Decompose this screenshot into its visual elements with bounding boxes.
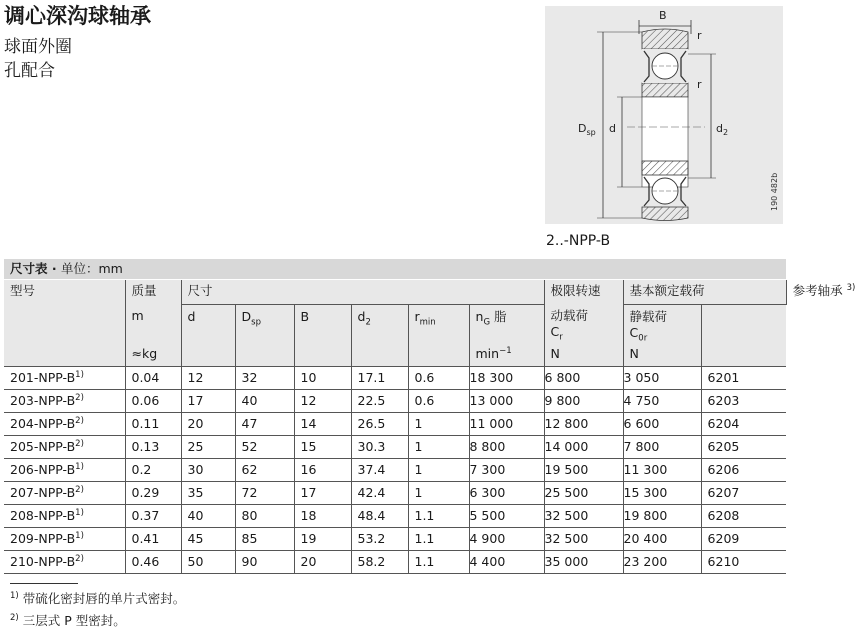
cell-c0r: 6 600	[623, 412, 701, 435]
drawing-code: 190 482b	[770, 172, 779, 211]
col-mass-header: 质量	[125, 280, 181, 304]
table-row	[4, 412, 786, 435]
cell-d: 20	[181, 412, 235, 435]
label-d: d	[609, 122, 616, 135]
cell-d: 35	[181, 481, 235, 504]
footnote-1: $^{1)}$ 带硫化密封唇的单片式密封。	[10, 590, 186, 606]
cell-dsp: 80	[235, 504, 294, 527]
cell-model: $207-NPP-B^{2)}$	[4, 481, 125, 504]
cell-d2: 53.2	[351, 527, 408, 550]
cell-dsp: 90	[235, 550, 294, 573]
cell-speed: 4 400	[469, 550, 544, 573]
cell-mass: 0.29	[125, 481, 181, 504]
label-d2: $d_2$	[716, 122, 729, 137]
cell-speed: 11 000	[469, 412, 544, 435]
cell-cr: 19 500	[544, 458, 623, 481]
cell-r: 1	[408, 435, 469, 458]
cell-model: $201-NPP-B^{1)}$	[4, 366, 125, 389]
cell-ref: 6203	[701, 389, 786, 412]
cell-d2: 58.2	[351, 550, 408, 573]
cell-ref: 6205	[701, 435, 786, 458]
mass-unit: ≈kg	[125, 341, 181, 366]
cell-ref: 6201	[701, 366, 786, 389]
cell-cr: 6 800	[544, 366, 623, 389]
cell-dsp: 40	[235, 389, 294, 412]
col-speed-header: 极限转速	[544, 280, 623, 304]
cell-d2: 42.4	[351, 481, 408, 504]
table-row	[4, 458, 786, 481]
label-r-mid: r	[697, 78, 702, 91]
cell-ref: 6206	[701, 458, 786, 481]
cell-c0r: 15 300	[623, 481, 701, 504]
b-header: B	[294, 304, 351, 341]
cell-dsp: 32	[235, 366, 294, 389]
cell-c0r: 23 200	[623, 550, 701, 573]
speed-unit: $\min^{-1}$	[469, 341, 544, 366]
cell-model: $205-NPP-B^{2)}$	[4, 435, 125, 458]
cell-d2: 26.5	[351, 412, 408, 435]
cell-c0r: 4 750	[623, 389, 701, 412]
cell-B: 15	[294, 435, 351, 458]
label-dsp: $D_{sp}$	[578, 122, 596, 137]
cell-dsp: 52	[235, 435, 294, 458]
cell-ref: 6209	[701, 527, 786, 550]
col-loads-header: 基本额定载荷	[623, 280, 786, 304]
cell-r: 0.6	[408, 389, 469, 412]
cell-model: $203-NPP-B^{2)}$	[4, 389, 125, 412]
cell-d2: 17.1	[351, 366, 408, 389]
cell-speed: 5 500	[469, 504, 544, 527]
cell-dsp: 47	[235, 412, 294, 435]
cell-mass: 0.37	[125, 504, 181, 527]
cell-d2: 30.3	[351, 435, 408, 458]
col-dims-header: 尺寸	[181, 280, 544, 304]
label-b: B	[659, 9, 667, 22]
cell-mass: 0.13	[125, 435, 181, 458]
cell-model: $210-NPP-B^{2)}$	[4, 550, 125, 573]
cell-ref: 6210	[701, 550, 786, 573]
stat-load-header: 静载荷 $C_{0r}$	[623, 304, 701, 341]
cell-ref: 6204	[701, 412, 786, 435]
table-row	[4, 527, 786, 550]
cell-cr: 25 500	[544, 481, 623, 504]
cell-cr: 12 800	[544, 412, 623, 435]
d2-header: $d_2$	[351, 304, 408, 341]
cell-r: 1	[408, 412, 469, 435]
cell-d: 50	[181, 550, 235, 573]
subtitle-bore-fit: 孔配合	[4, 61, 55, 81]
cell-dsp: 72	[235, 481, 294, 504]
table-row	[4, 389, 786, 412]
cell-mass: 0.04	[125, 366, 181, 389]
cell-B: 18	[294, 504, 351, 527]
footnote-separator	[10, 583, 78, 584]
cell-ref: 6207	[701, 481, 786, 504]
dyn-load-header: 动载荷 $C_r$	[544, 304, 623, 341]
cell-speed: 6 300	[469, 481, 544, 504]
cell-c0r: 11 300	[623, 458, 701, 481]
cell-speed: 4 900	[469, 527, 544, 550]
cell-c0r: 19 800	[623, 504, 701, 527]
col-model-header: 型号	[4, 280, 125, 304]
table-row	[4, 504, 786, 527]
table-row	[4, 366, 786, 389]
cell-mass: 0.41	[125, 527, 181, 550]
cell-model: $209-NPP-B^{1)}$	[4, 527, 125, 550]
cell-r: 1.1	[408, 504, 469, 527]
cell-cr: 35 000	[544, 550, 623, 573]
mass-symbol: m	[125, 304, 181, 341]
cell-speed: 8 800	[469, 435, 544, 458]
cell-d: 25	[181, 435, 235, 458]
cell-r: 1	[408, 481, 469, 504]
stat-unit: N	[623, 341, 701, 366]
footnote-2: $^{2)}$ 三层式 P 型密封。	[10, 612, 126, 628]
section-unit: 单位：mm	[60, 261, 123, 276]
cell-d: 40	[181, 504, 235, 527]
cell-B: 19	[294, 527, 351, 550]
dsp-header: $D_{sp}$	[235, 304, 294, 341]
dimension-table: 型号 质量 尺寸 极限转速 基本额定载荷 参考轴承 $^{3)}$ m d $D_{sp}$ B $d_2$ $r_{min}$ $n_G$ 脂 动载荷 $C_r$ 静载荷 $C_{0r}$ ≈kg $\min^{-1}$ N N $201-NPP-B^{1)}$ 0.04 12 32 10 17.1 0.6 18 300 6 800 3 050 6201 $203-NPP-B^{2)}$ 0.06 17 40 12 22.5 0.6 13 000 9 800 4 750 6203 $204-NPP-B^{2)}$ 0.11 20 47 14 26.5 1 11 000 12 800 6 600 6204 $205-NPP-B^{2)}$ 0.13 25 52 15 30.3 1 8 800 14 000 7 800 6205 $206-NPP-B^{1)}$ 0.2 30 62 16 37.4 1 7 300 19 500 11 300 6206 $207-NPP-B^{2)}$ 0.29 35 72 17 42.4 1 6 300 25 500 15 300 6207 $208-NPP-B^{1)}$ 0.37 40 80 18 48.4 1.1 5 500 32 500 19 800 6208 $209-NPP-B^{1)}$ 0.41 45 85 19 53.2 1.1 4 900 32 500 20 400 6209 $210-NPP-B^{2)}$ 0.46 50 90 20 58.2 1.1 4 400 35 000 23 200 6210	[4, 280, 786, 574]
label-r-top: r	[697, 29, 702, 42]
cell-d: 30	[181, 458, 235, 481]
drawing-caption: 2..-NPP-B	[546, 233, 611, 249]
d-header: d	[181, 304, 235, 341]
cell-mass: 0.46	[125, 550, 181, 573]
cell-d2: 37.4	[351, 458, 408, 481]
cell-dsp: 62	[235, 458, 294, 481]
subtitle-outer-ring: 球面外圈	[4, 37, 72, 57]
cell-c0r: 3 050	[623, 366, 701, 389]
cell-dsp: 85	[235, 527, 294, 550]
cell-r: 1.1	[408, 527, 469, 550]
cell-B: 17	[294, 481, 351, 504]
cell-B: 16	[294, 458, 351, 481]
cell-d: 45	[181, 527, 235, 550]
cell-r: 0.6	[408, 366, 469, 389]
cell-B: 14	[294, 412, 351, 435]
section-header	[4, 259, 786, 279]
table-row	[4, 435, 786, 458]
speed-symbol: $n_G$ 脂	[469, 304, 544, 341]
cell-model: $204-NPP-B^{2)}$	[4, 412, 125, 435]
cell-c0r: 7 800	[623, 435, 701, 458]
cell-r: 1	[408, 458, 469, 481]
table-row	[4, 481, 786, 504]
cell-ref: 6208	[701, 504, 786, 527]
page-title: 调心深沟球轴承	[4, 4, 151, 28]
cell-c0r: 20 400	[623, 527, 701, 550]
cell-B: 20	[294, 550, 351, 573]
cell-B: 12	[294, 389, 351, 412]
cell-speed: 7 300	[469, 458, 544, 481]
cell-mass: 0.06	[125, 389, 181, 412]
cell-mass: 0.11	[125, 412, 181, 435]
cell-cr: 32 500	[544, 504, 623, 527]
cell-r: 1.1	[408, 550, 469, 573]
cell-d2: 48.4	[351, 504, 408, 527]
cell-B: 10	[294, 366, 351, 389]
dyn-unit: N	[544, 341, 623, 366]
bearing-section-drawing	[545, 6, 783, 224]
cell-cr: 9 800	[544, 389, 623, 412]
cell-cr: 14 000	[544, 435, 623, 458]
cell-d2: 22.5	[351, 389, 408, 412]
cell-model: $208-NPP-B^{1)}$	[4, 504, 125, 527]
cell-d: 17	[181, 389, 235, 412]
cell-speed: 13 000	[469, 389, 544, 412]
cell-model: $206-NPP-B^{1)}$	[4, 458, 125, 481]
table-row	[4, 550, 786, 573]
r-header: $r_{min}$	[408, 304, 469, 341]
cell-mass: 0.2	[125, 458, 181, 481]
cell-cr: 32 500	[544, 527, 623, 550]
cell-speed: 18 300	[469, 366, 544, 389]
cell-d: 12	[181, 366, 235, 389]
section-title: 尺寸表 ·	[10, 261, 61, 276]
